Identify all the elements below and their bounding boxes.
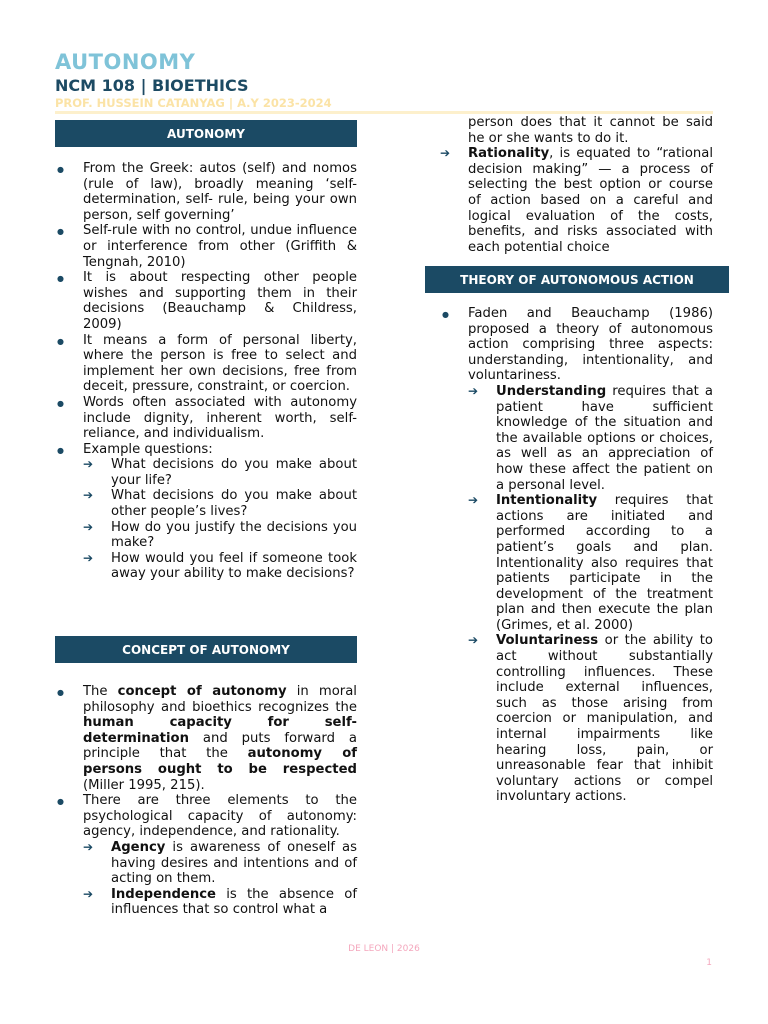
aspect-understanding: ➔ Understanding requires that a patient have sufficient knowledge of the situation and the available options or choices, as well as an appreciation of how these affect the patient on a personal level.	[468, 383, 713, 493]
arrow-right-icon: ➔	[83, 886, 94, 901]
page-number: 1	[706, 958, 712, 968]
arrow-right-icon: ➔	[83, 839, 94, 854]
professor-line: PROF. HUSSEIN CATANYAG | A.Y 2023-2024	[55, 96, 332, 110]
page-title: AUTONOMY	[55, 50, 196, 74]
arrow-right-icon: ➔	[83, 550, 94, 565]
aspect-voluntariness: ➔ Voluntariness or the ability to act without substantially controlling influences. These include external influences, such as those arising from coercion or manipulation, and internal impairments like hearing loss, pain, or unreasonable fear that inhibit voluntary actions or compel involuntary actions.	[468, 633, 713, 805]
list-item: ● Words often associated with autonomy include dignity, inherent worth, self-reliance, and individualism.	[55, 395, 357, 442]
arrow-right-icon: ➔	[83, 519, 94, 534]
banner-label: CONCEPT OF AUTONOMY	[122, 642, 290, 657]
list-item: ● There are three elements to the psychological capacity of autonomy: agency, independence, and rationality.	[55, 793, 357, 840]
section-banner-autonomy	[55, 120, 357, 147]
list-item: ● Faden and Beauchamp (1986) proposed a theory of autonomous action comprising three aspects: understanding, intentionality, and voluntariness.	[440, 306, 713, 384]
arrow-right-icon: ➔	[468, 493, 479, 508]
list-item: ● It is about respecting other people wishes and supporting them in their decisions (Beauchamp & Childress, 2009)	[55, 270, 357, 332]
course-subtitle: NCM 108 | BIOETHICS	[55, 76, 249, 95]
arrow-right-icon: ➔	[468, 383, 479, 398]
list-item: ● Example questions:	[55, 442, 357, 458]
section-banner-concept	[55, 636, 357, 663]
continued-text: person does that it cannot be said he or she wants to do it.	[468, 115, 713, 146]
list-item: ● From the Greek: autos (self) and nomos (rule of law), broadly meaning ‘self-determination, self- rule, being your own person, self governing’	[55, 161, 357, 223]
element-independence: ➔ Independence is the absence of influences that so control what a	[83, 886, 357, 918]
aspect-intentionality: ➔ Intentionality requires that actions are initiated and performed according to a patient’s goals and plan. Intentionality also requires that patients participate in the development of the treatment plan and then execute the plan (Grimes, et al. 2000)	[468, 493, 713, 633]
element-rationality: ➔ Rationality, is equated to “rational decision making” — a process of selecting the best option or course of action based on a careful and logical evaluation of the costs, benefits, and risks associated with each potential choice	[440, 146, 713, 255]
question-item: ➔ How do you justify the decisions you make?	[83, 519, 357, 551]
autonomy-bullets	[55, 161, 357, 582]
element-agency: ➔ Agency is awareness of oneself as having desires and intentions and of acting on them.	[83, 839, 357, 887]
list-item: ● The concept of autonomy in moral philosophy and bioethics recognizes the human capacity for self-determination and puts forward a principle that the autonomy of persons ought to be respected (Miller 1995, 215).	[55, 684, 357, 793]
list-item: ● It means a form of personal liberty, where the person is free to select and implement her own decisions, free from deceit, pressure, constraint, or coercion.	[55, 333, 357, 395]
question-item: ➔ What decisions do you make about your life?	[83, 457, 357, 488]
arrow-right-icon: ➔	[468, 633, 479, 648]
list-item: ● Self-rule with no control, undue influence or interference from other (Griffith & Tengnah, 2010)	[55, 223, 357, 270]
concept-bullets	[55, 684, 357, 918]
arrow-right-icon: ➔	[440, 146, 451, 161]
rationality-block	[440, 115, 713, 255]
footer-author: DE LEON | 2026	[348, 944, 420, 954]
header-divider	[55, 111, 713, 114]
arrow-right-icon: ➔	[83, 488, 94, 503]
question-item: ➔ How would you feel if someone took away your ability to make decisions?	[83, 550, 357, 582]
banner-label: THEORY OF AUTONOMOUS ACTION	[460, 272, 694, 287]
theory-bullets	[440, 306, 713, 805]
banner-label: AUTONOMY	[167, 126, 245, 141]
arrow-right-icon: ➔	[83, 457, 94, 472]
section-banner-theory	[425, 266, 729, 293]
question-item: ➔ What decisions do you make about other people’s lives?	[83, 488, 357, 520]
